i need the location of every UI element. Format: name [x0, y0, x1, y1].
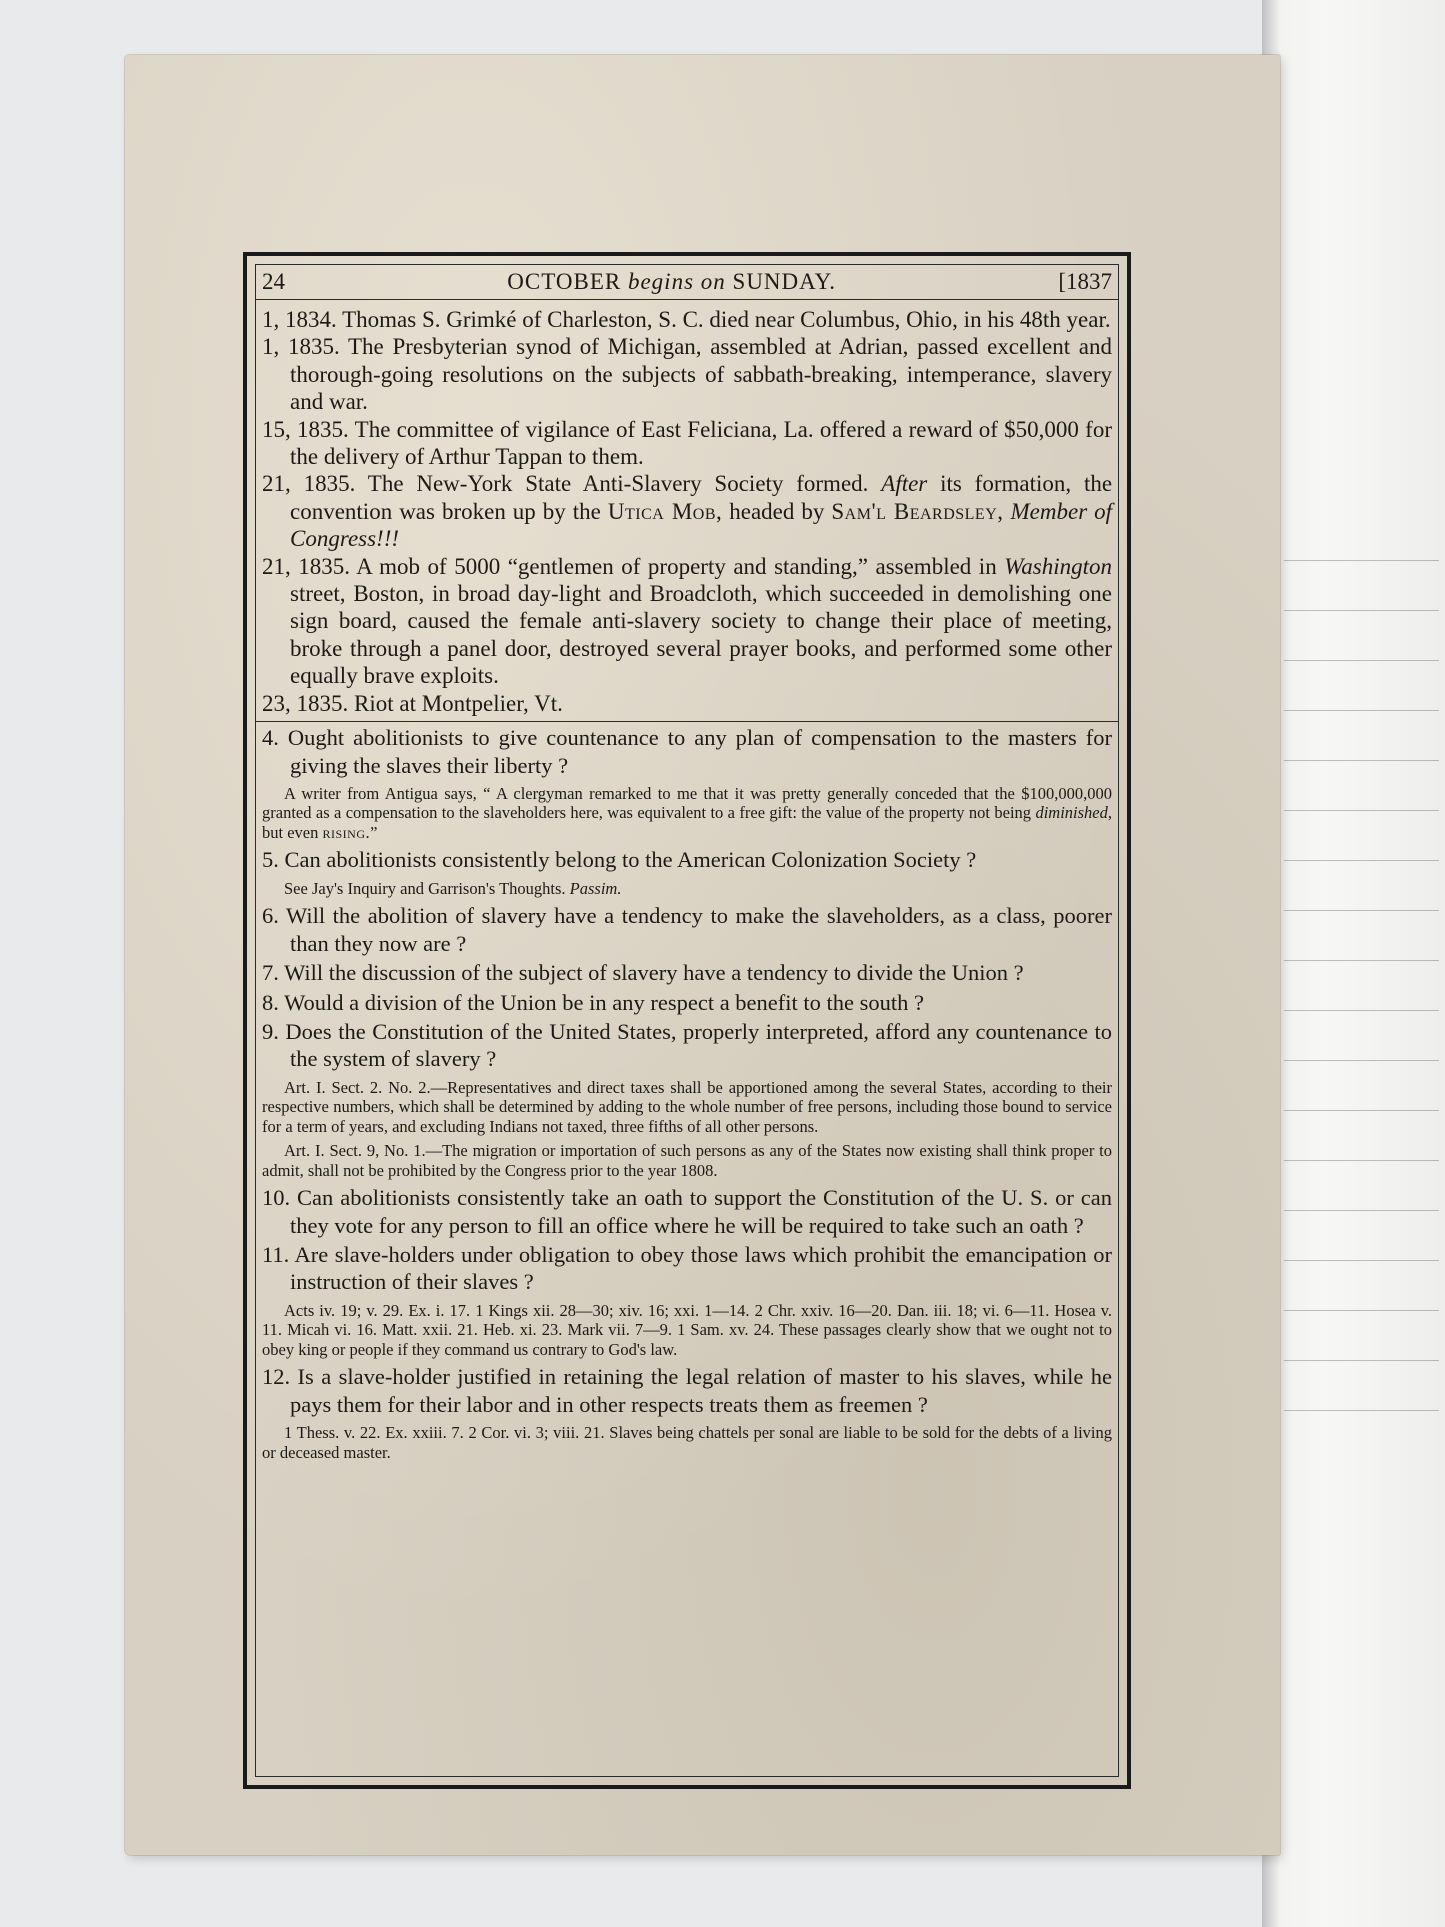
note-text-smallcaps: rising.” [322, 822, 378, 842]
note-text-italic: Passim. [569, 878, 622, 898]
event-text: The Presbyterian synod of Michigan, assembled at Adrian, passed excellent and thorough-going resolutions on the subjects of sabbath-breaking, intemperance, slavery and war. [290, 334, 1112, 415]
page-frame [243, 252, 1131, 1789]
question-10: 10. Can abolitionists consistently take an oath to support the Constitution of the U. S. or can they vote for any person to fill an office where he will be required to take such an oath ? [262, 1185, 1112, 1238]
weekday-label: SUNDAY. [732, 269, 837, 294]
event-entry [262, 553, 1112, 690]
event-text: The committee of vigilance of East Feliciana, La. offered a reward of $50,000 for the delivery of Arthur Tappan to them. [290, 416, 1112, 470]
question-4: 4. Ought abolitionists to give countenance to any plan of compensation to the masters for giving the slaves their liberty ? [262, 725, 1112, 778]
month-label: OCTOBER [507, 269, 622, 294]
question-9-note-1: Art. I. Sect. 2. No. 2.—Representatives and direct taxes shall be apportioned among the several States, according to their respective numbers, which shall be determined by adding to the whole number of free persons, including those bound to service for a term of years, and excluding Indians not taxed, three fifths of all other persons. [262, 1077, 1112, 1136]
page-content [255, 264, 1119, 1777]
question-6: 6. Will the abolition of slavery have a tendency to make the slaveholders, as a class, poorer than they now are ? [262, 903, 1112, 956]
event-entry [262, 306, 1112, 333]
event-entry [262, 470, 1112, 552]
event-text: A mob of 5000 “gentlemen of property and standing,” assembled in [356, 553, 997, 579]
facing-page [1262, 0, 1445, 1927]
question-12-note: 1 Thess. v. 22. Ex. xxiii. 7. 2 Cor. vi. 3; viii. 21. Slaves being chattels per sonal are liable to be sold for the debts of a living or deceased master. [262, 1423, 1112, 1462]
questions-section [262, 724, 1112, 1462]
event-text-italic: After [881, 471, 928, 497]
question-9: 9. Does the Constitution of the United States, properly interpreted, afford any countenance to the system of slavery ? [262, 1018, 1112, 1072]
event-text: Riot at Montpelier, Vt. [354, 690, 563, 716]
question-4-note [262, 784, 1112, 843]
question-7: 7. Will the discussion of the subject of slavery have a tendency to divide the Union ? [262, 960, 1024, 986]
note-text: but even [262, 822, 319, 842]
event-text: Thomas S. Grimké of Charleston, S. C. died near Columbus, Ohio, in his 48th year. [342, 307, 1111, 332]
event-date: 15, 1835. [262, 416, 349, 442]
page-title [507, 265, 836, 299]
event-date: 21, 1835. [262, 471, 356, 497]
event-text: headed by [729, 498, 825, 524]
event-text: The New-York State Anti-Slavery Society formed. [367, 471, 869, 497]
page-number: 24 [262, 269, 285, 294]
begins-on-label: begins on [627, 269, 726, 294]
event-date: 23, 1835. [262, 690, 349, 716]
question-12: 12. Is a slave-holder justified in retaining the legal relation of master to his slaves, while he pays them for their labor and in other respects treats them as freemen ? [262, 1364, 1112, 1417]
year-label: [1837 [1058, 269, 1112, 294]
question-9-note-2: Art. I. Sect. 9, No. 1.—The migration or importation of such persons as any of the States now existing shall think proper to admit, shall not be prohibited by the Congress prior to the year 1808. [262, 1141, 1112, 1180]
event-date: 21, 1835. [262, 553, 351, 579]
question-5-note [262, 879, 1112, 899]
event-entry [262, 333, 1112, 415]
question-11: 11. Are slave-holders under obligation to obey those laws which prohibit the emancipation or instruction of their slaves ? [262, 1242, 1112, 1295]
event-entry [262, 690, 1112, 717]
event-date: 1, 1834. [262, 307, 337, 332]
event-text-smallcaps: Utica Mob, [607, 498, 723, 524]
event-text-italic: Washington [1004, 553, 1112, 579]
note-text: See Jay's Inquiry and Garrison's Thoughts. [284, 878, 566, 898]
event-text-italic: Member of Congress!!! [290, 498, 1113, 552]
event-text: street, Boston, in broad day-light and Broadcloth, which succeeded in demolishing one sign board, caused the female anti-slavery society to change their place of meeting, broke through a panel door, destroyed several prayer books, and performed some other equally brave exploits. [290, 581, 1112, 689]
event-date: 1, 1835. [262, 334, 340, 360]
event-text-smallcaps: Sam'l Beardsley, [831, 498, 1004, 524]
question-11-note: Acts iv. 19; v. 29. Ex. i. 17. 1 Kings xii. 28—30; xiv. 16; xxi. 1—14. 2 Chr. xxiv. 16—20. Dan. iii. 18; vi. 6—11. Hosea v. 11. Micah vi. 16. Matt. xxii. 21. Heb. xi. 23. Mark vii. 7—9. 1 Sam. xv. 24. These passages clearly show that we ought not to obey king or people if they command us contrary to God's law. [262, 1300, 1112, 1359]
note-text-italic: diminished, [1035, 803, 1112, 823]
note-text: A writer from Antigua says, “ A clergyman remarked to me that it was pretty generally conceded that the $100,000,000 granted as a compensation to the slaveholders here, was equivalent to a free gift: the value of the property not being [262, 783, 1112, 823]
question-8: 8. Would a division of the Union be in any respect a benefit to the south ? [262, 989, 925, 1015]
event-entry [262, 416, 1112, 471]
question-5: 5. Can abolitionists consistently belong to the American Colonization Society ? [262, 847, 977, 873]
page-header [256, 265, 1118, 300]
event-text: its formation, the convention was broken up by the [290, 471, 1113, 524]
chronology-section [256, 300, 1118, 722]
